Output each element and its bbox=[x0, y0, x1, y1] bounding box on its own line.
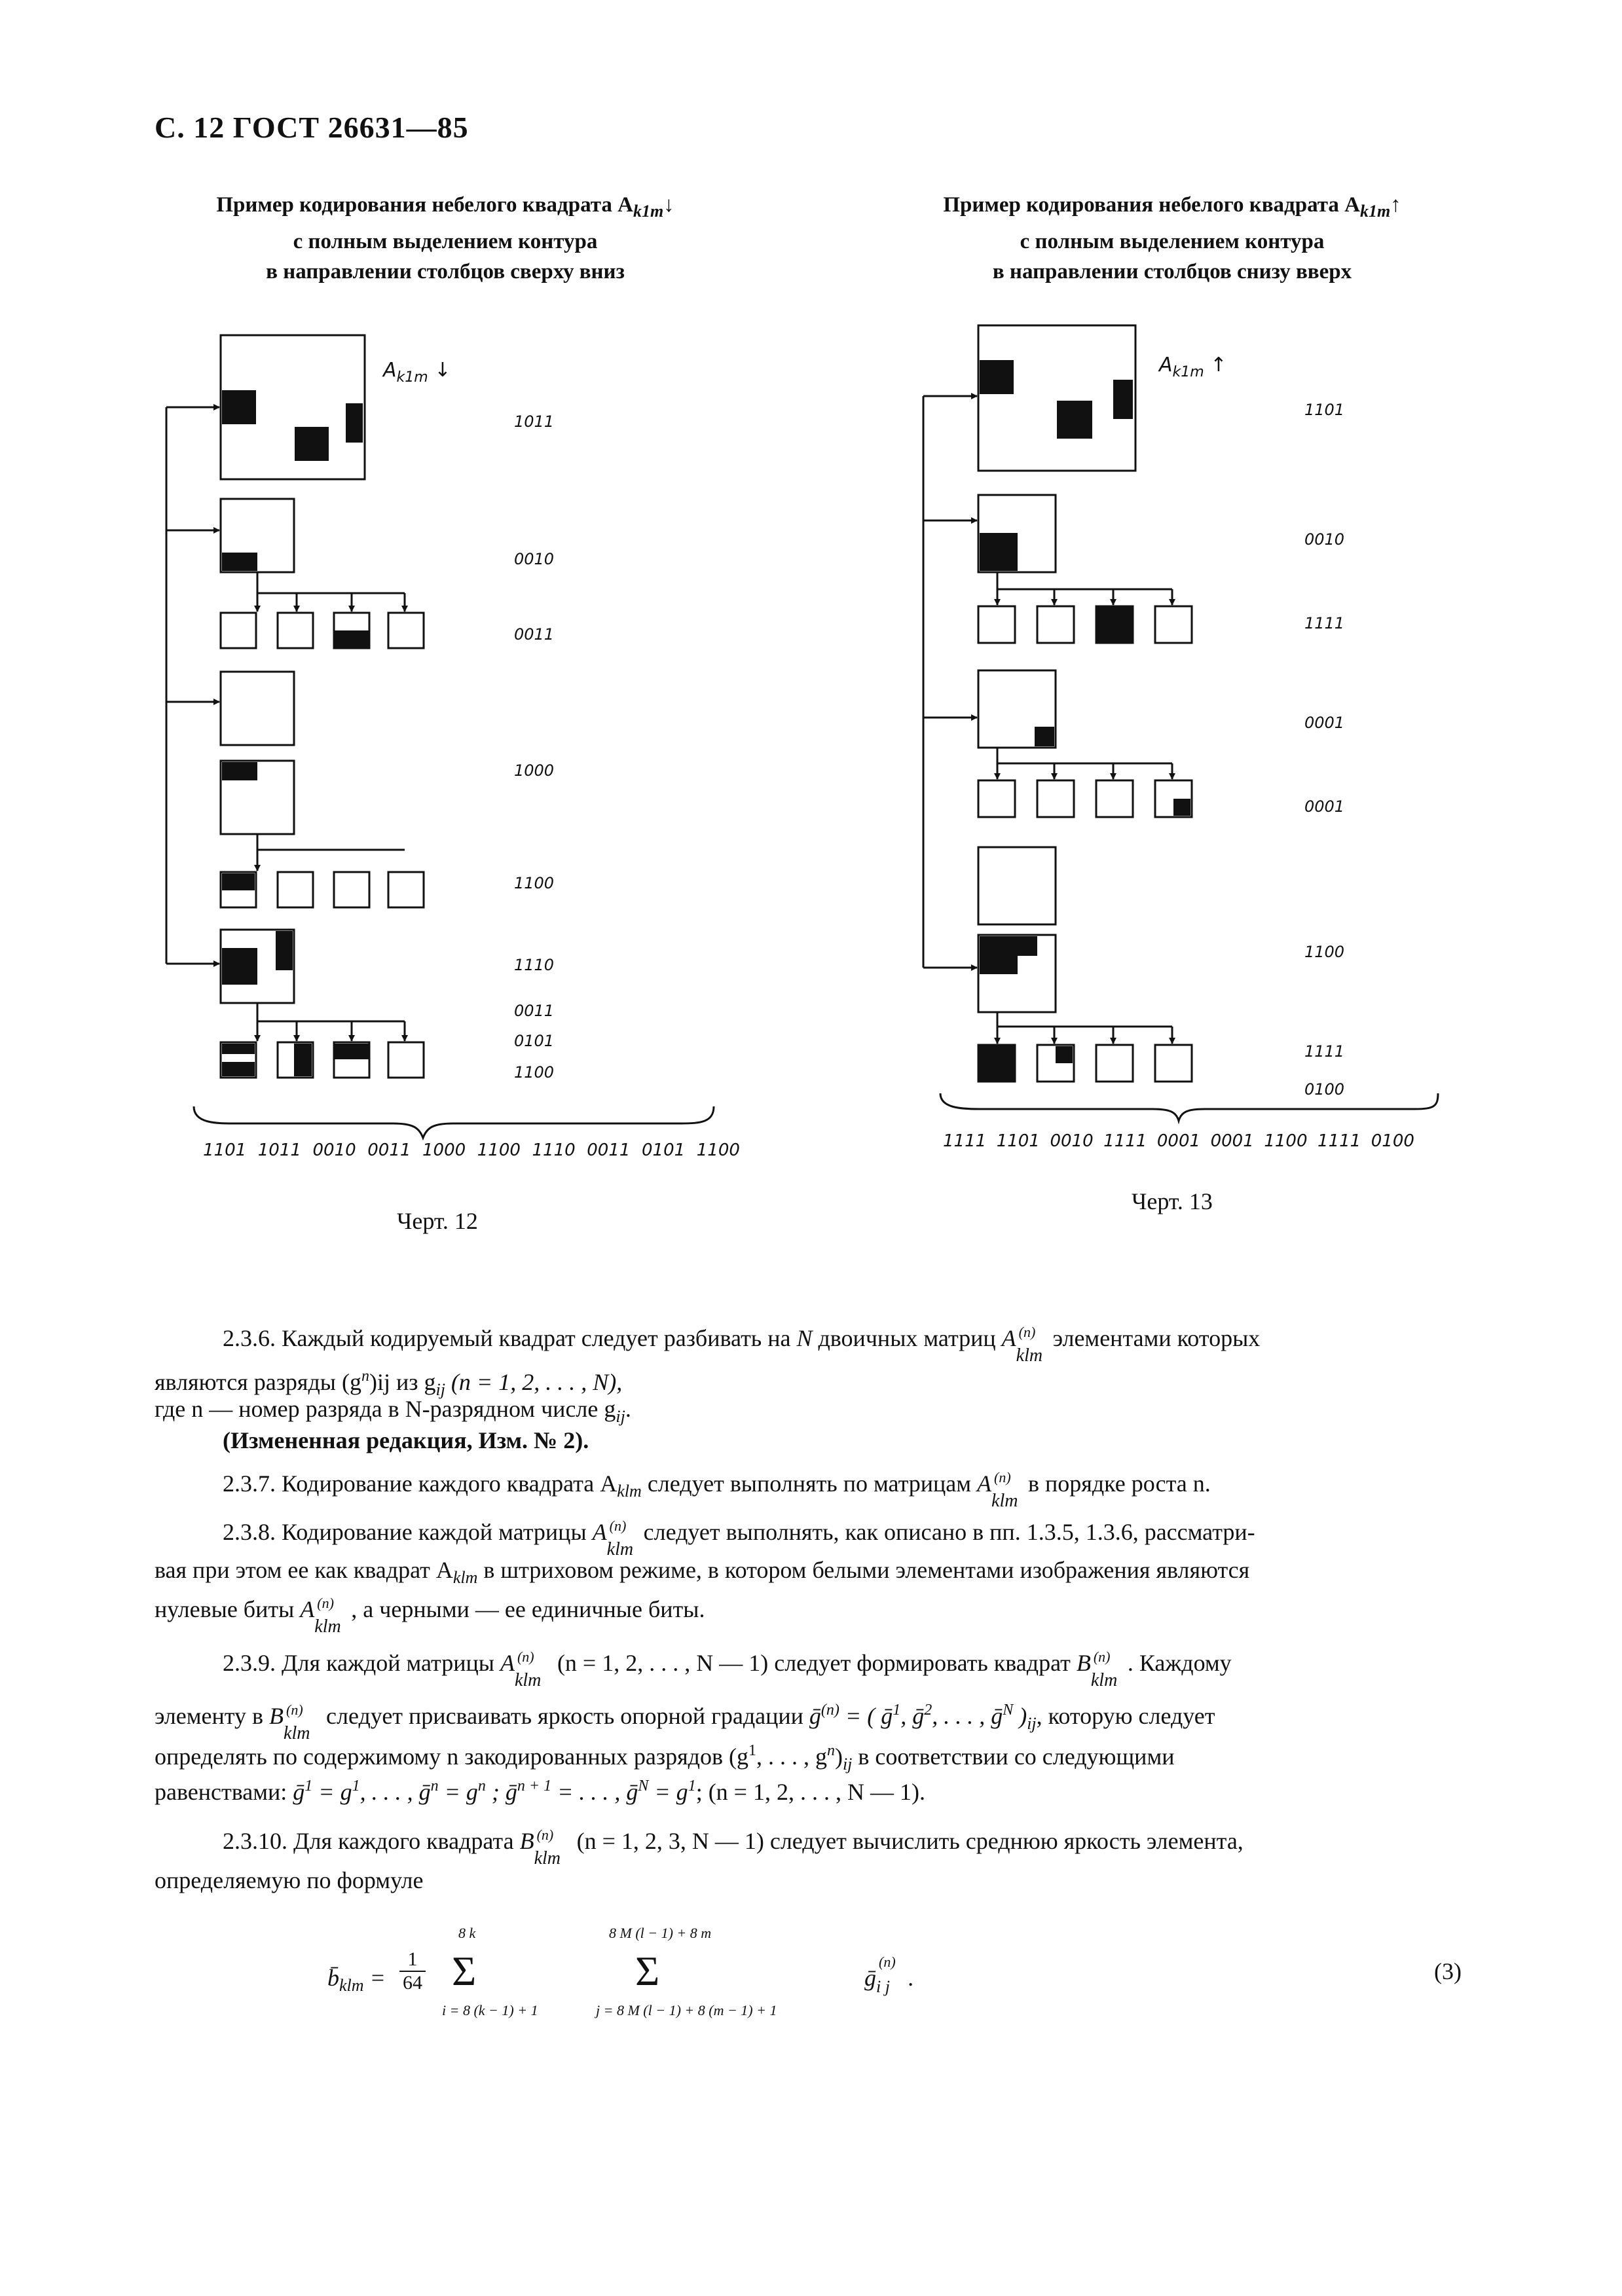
figure-13-diagram bbox=[923, 325, 1438, 1121]
fig12-code-2: 0010 bbox=[514, 550, 555, 568]
fig13-code-6: 1100 bbox=[1304, 943, 1345, 961]
figure-13-title: Пример кодирования небелого квадрата $A_{k1m}↑$ с полным выделением контура в направлении столбцов снизу вверх bbox=[943, 193, 1401, 283]
para-2-3-8: 2.3.8. Кодирование каждой матрицы A (n) klm следует выполнять, как описано в пп. 1.3.5, 1.3.6, рассматри- bbox=[223, 1517, 1255, 1559]
para-2-3-7: 2.3.7. Кодирование каждого квадрата $A_{klm}$ следует выполнять по матрицам A (n) klm в порядке роста n. bbox=[223, 1468, 1211, 1511]
fig13-code-8: 0100 bbox=[1304, 1080, 1345, 1099]
para-2-3-9-line2: элементу в B (n) klm следует присваивать яркость опорной градации ḡ$^{(n)}$ = ( ḡ$^1$, ḡ$^2$, . . . , ḡ$^N$ )$_{ij}$, которую следует bbox=[155, 1701, 1215, 1743]
fig13-code-3: 1111 bbox=[1304, 614, 1345, 632]
fig13-code-1: 1101 bbox=[1304, 401, 1345, 419]
fig12-code-3: 0011 bbox=[514, 625, 555, 644]
fig12-code-5: 1100 bbox=[514, 874, 555, 892]
para-2-3-6-line3: где n — номер разряда в N-разрядном числе $g_{ij}$. bbox=[155, 1396, 631, 1426]
para-2-3-8-line3: нулевые биты A (n) klm , а черными — ее единичные биты. bbox=[155, 1594, 705, 1637]
fig12-caption: Черт. 12 bbox=[397, 1208, 478, 1234]
para-2-3-9-line4: равенствами: ḡ$^1$ = $g^1$, . . . , ḡ$^n$ = $g^n$ ; ḡ$^{n + 1}$ = . . . , ḡ$^N$ = $g^1$; (n = 1, 2, . . . , N — 1). bbox=[155, 1777, 925, 1805]
para-2-3-6: 2.3.6. Каждый кодируемый квадрат следует разбивать на N двоичных матриц A (n) klm элементами которых bbox=[223, 1323, 1261, 1366]
para-2-3-9: 2.3.9. Для каждой матрицы A (n) klm (n = 1, 2, . . . , N — 1) следует формировать квадрат B (n) klm . Каждому bbox=[223, 1648, 1232, 1690]
fig12-sequence: 1101 1011 0010 0011 1000 1100 1110 0011 0101 1100 bbox=[203, 1140, 740, 1160]
para-2-3-10: 2.3.10. Для каждого квадрата B (n) klm (n = 1, 2, 3, N — 1) следует вычислить среднюю яркость элемента, bbox=[223, 1826, 1244, 1868]
fig12-code-1: 1011 bbox=[514, 412, 555, 431]
para-2-3-10-line2: определяемую по формуле bbox=[155, 1867, 424, 1893]
fig13-sequence: 1111 1101 0010 1111 0001 0001 1100 1111 0100 bbox=[943, 1131, 1414, 1151]
fig13-code-4: 0001 bbox=[1304, 714, 1345, 732]
fig12-code-7: 0011 bbox=[514, 1002, 555, 1020]
fig13-label: $A_{k1m}$ ↑ bbox=[1159, 354, 1227, 380]
fig13-code-2: 0010 bbox=[1304, 530, 1345, 549]
para-2-3-6-edit: (Измененная редакция, Изм. № 2). bbox=[223, 1427, 589, 1453]
fig12-code-9: 1100 bbox=[514, 1063, 555, 1082]
page-header: С. 12 ГОСТ 26631—85 bbox=[155, 111, 469, 144]
fig13-code-5: 0001 bbox=[1304, 797, 1345, 816]
fig13-caption: Черт. 13 bbox=[1132, 1188, 1213, 1214]
formula-3: $b̄_{klm}$ = 1 64 8 k Σ i = 8 (k − 1) + 1 8 M (l − 1) + 8 m Σ j = 8 M (l − 1) + 8 (m − 1) + 1 ḡ (n) i j . (3) bbox=[327, 1925, 1462, 2018]
fig13-code-7: 1111 bbox=[1304, 1042, 1345, 1061]
figure-12-title: Пример кодирования небелого квадрата $A_{k1m}↓$ с полным выделением контура в направлении столбцов сверху вниз bbox=[216, 193, 674, 283]
fig12-code-6: 1110 bbox=[514, 956, 555, 974]
fig12-code-4: 1000 bbox=[514, 761, 555, 780]
fig12-label: $A_{k1m}$ ↓ bbox=[383, 359, 451, 386]
para-2-3-6-line2: являются разряды $(g^n)ij$ из $g_{ij}$ (n = 1, 2, . . . , N), bbox=[155, 1368, 623, 1399]
para-2-3-8-line2: вая при этом ее как квадрат $A_{klm}$ в штриховом режиме, в котором белыми элементами изображения являются bbox=[155, 1557, 1250, 1587]
fig13-main-square bbox=[978, 325, 1135, 471]
para-2-3-9-line3: определять по содержимому n закодированных разрядов ($g^1$, . . . , $g^n)_{ij}$ в соответствии со следующими bbox=[155, 1742, 1175, 1774]
fig12-code-8: 0101 bbox=[514, 1032, 555, 1050]
figure-12-diagram bbox=[166, 335, 714, 1138]
formula-number: (3) bbox=[1434, 1958, 1462, 1984]
